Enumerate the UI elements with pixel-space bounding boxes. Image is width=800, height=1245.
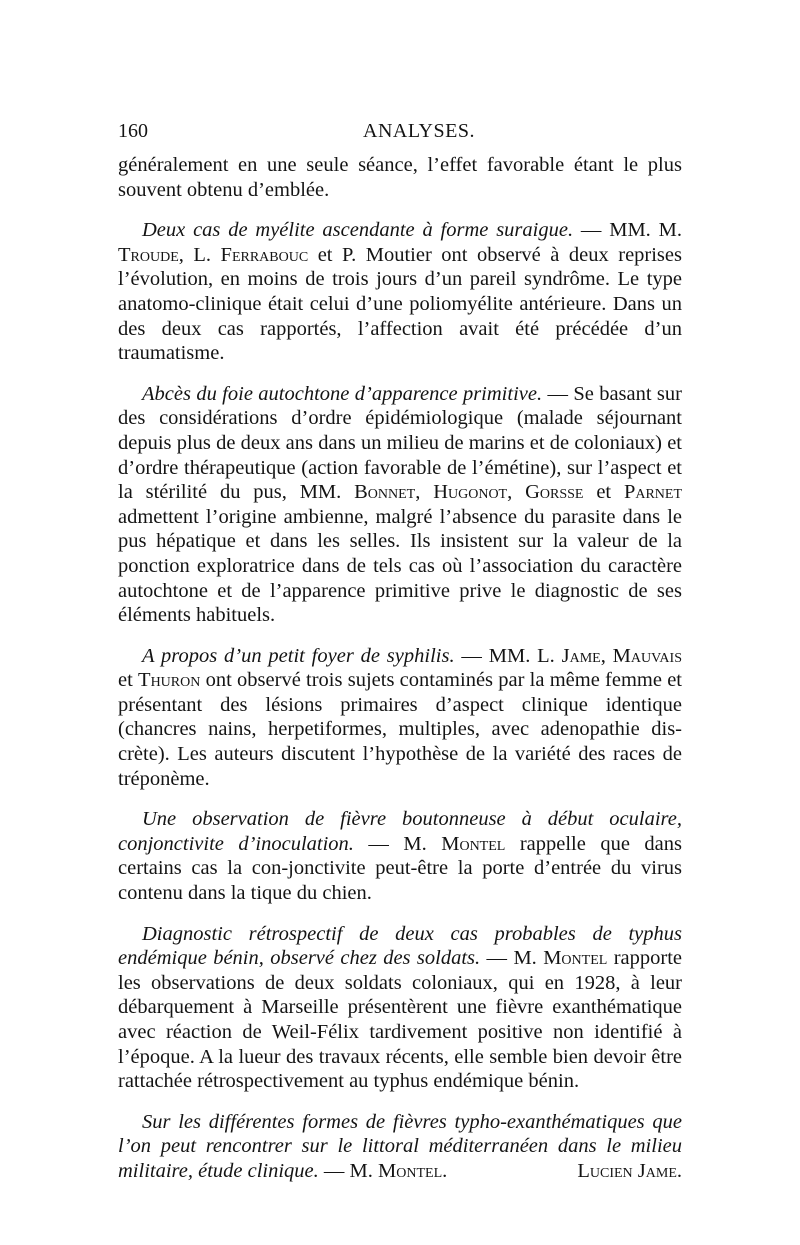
abstract-body: — Se basant sur des considérations d’ordre épidémiologique (malade séjournant depuis plus de deux ans dans un milieu de marins et de coloniaux) et d’ordre thérapeutique (action favorable de l’émétine), sur l’aspect et la stérilité du pus, MM.: [118, 382, 682, 504]
abstract-title: Sur les différentes formes de fièvres typho-exanthématiques que l’on peut rencontrer sur le littoral méditerranéen dans le milieu militaire, étude clinique.: [118, 1110, 682, 1182]
author-name: Troude: [118, 243, 179, 266]
abstract-formes-fievres: Sur les différentes formes de fièvres typho-exanthématiques que l’on peut rencontrer sur le littoral méditerranéen dans le milieu militaire, étude clinique. — M. Montel. Lucien Jame.: [118, 1110, 682, 1182]
abstract-abces-foie: Abcès du foie autochtone d’apparence primitive. — Se basant sur des considérations d’ordre épidémiologique (malade séjournant depuis plus de deux ans dans un milieu de marins et de coloniaux) et d’ordre thérapeutique (action favorable de l’émétine), sur l’aspect et la stérilité du pus, MM. Bonnet, Hugonot, Gorsse et Parnet admettent l’origine ambienne, malgré l’absence du parasite dans le pus hépatique et dans les selles. Ils insistent sur la valeur de la ponction exploratrice dans de tels cas où l’association du caractère autochtone et de l’apparence primitive prive le diagnostic de ses éléments habituels.: [118, 382, 683, 627]
abstract-title: Deux cas de myélite ascendante à forme suraigue.: [142, 219, 574, 242]
running-head: ANALYSES.: [363, 120, 475, 142]
page-number: 160: [118, 120, 148, 142]
author-name: Montel: [378, 1159, 443, 1182]
abstract-body: rapporte les observations de deux soldats coloniaux, qui en 1928, à leur débarquement à Marseille présentèrent une fièvre exanthématique avec réaction de Weil-Félix tardivement positive non identifié à l’époque. A la lueur des travaux récents, elle semble bien devoir être rattachée rétrospectivement au typhus endémique bénin.: [118, 947, 682, 1093]
document-page: [118, 116, 682, 1184]
abstract-title: Une observation de fièvre boutonneuse à début oculaire, conjonctivite d’inoculation.: [118, 808, 682, 855]
author-name: Montel: [543, 947, 608, 970]
author-name: Parnet: [623, 481, 683, 504]
body-text: [118, 153, 682, 1184]
paragraph-continuation: [118, 153, 682, 202]
author-name: Bonnet: [354, 481, 416, 504]
abstract-fievre-boutonneuse: Une observation de fièvre boutonneuse à début oculaire, conjonctivite d’inoculation. — M. Montel rappelle que dans certains cas la con-jonctivite peut-être la porte d’entrée du virus contenu dans la tique du chien.: [118, 808, 682, 905]
author-name: Jame: [561, 644, 601, 667]
abstract-title: A propos d’un petit foyer de syphilis.: [142, 644, 455, 667]
abstract-syphilis: A propos d’un petit foyer de syphilis. — MM. L. Jame, Mauvais et Thuron ont observé trois sujets contaminés par la même femme et présentant des lésions primaires d’aspect clinique identique (chancres nains, herpetiformes, multiples, avec adenopathie dis-crète). Les auteurs discutent l’hypothèse de la variété des races de tréponème.: [118, 644, 683, 790]
abstract-typhus: Diagnostic rétrospectif de deux cas probables de typhus endémique bénin, observé chez des soldats. — M. Montel rapporte les observations de deux soldats coloniaux, qui en 1928, à leur débarquement à Marseille présentèrent une fièvre exanthématique avec réaction de Weil-Félix tardivement positive non identifié à l’époque. A la lueur des travaux récents, elle semble bien devoir être rattachée rétrospectivement au typhus endémique bénin.: [118, 922, 682, 1093]
author-name: Hugonot: [433, 481, 508, 504]
signature: Lucien Jame.: [577, 1159, 682, 1182]
author-name: Gorsse: [525, 481, 584, 504]
abstract-title: Diagnostic rétrospectif de deux cas probables de typhus endémique bénin, observé chez des soldats.: [118, 922, 682, 970]
abstract-body: et P. Moutier ont observé à deux reprises l’évolution, en moins de trois jours d’un pareil syndrôme. Le type anatomo-clinique était celui d’une poliomyélite antérieure. Dans un des deux cas rapportés, l’affection avait été précédée d’un traumatisme.: [118, 243, 682, 365]
abstract-body: rappelle que dans certains cas la con-jonctivite peut-être la porte d’entrée du virus contenu dans la tique du chien.: [118, 832, 682, 905]
abstract-myelite: Deux cas de myélite ascendante à forme suraigue. — MM. M. Troude, L. Ferrabouc et P. Moutier ont observé à deux reprises l’évolution, en moins de trois jours d’un pareil syndrôme. Le type anatomo-clinique était celui d’une poliomyélite antérieure. Dans un des deux cas rapportés, l’affection avait été précédée d’un traumatisme.: [118, 219, 682, 365]
author-name: Montel: [441, 832, 506, 855]
paragraph-text: généralement en une seule séance, l’effet favorable étant le plus souvent obtenu d’emblée.: [118, 154, 682, 201]
page-header: [118, 116, 682, 146]
author-name: Mauvais: [612, 644, 682, 667]
abstract-body: admettent l’origine ambienne, malgré l’absence du parasite dans le pus hépatique et dans les selles. Ils insistent sur la valeur de la ponction exploratrice dans de tels cas où l’association du caractère autochtone et de l’apparence primitive prive le diagnostic de ses éléments habituels.: [118, 505, 682, 627]
abstract-title: Abcès du foie autochtone d’apparence primitive.: [142, 382, 543, 405]
abstract-body: ont observé trois sujets contaminés par la même femme et présentant des lésions primaires d’aspect clinique identique (chancres nains, herpetiformes, multiples, avec adenopathie dis-crète). Les auteurs discutent l’hypothèse de la variété des races de tréponème.: [118, 669, 683, 790]
author-name: Thuron: [138, 669, 201, 692]
author-name: Ferrabouc: [220, 243, 309, 266]
